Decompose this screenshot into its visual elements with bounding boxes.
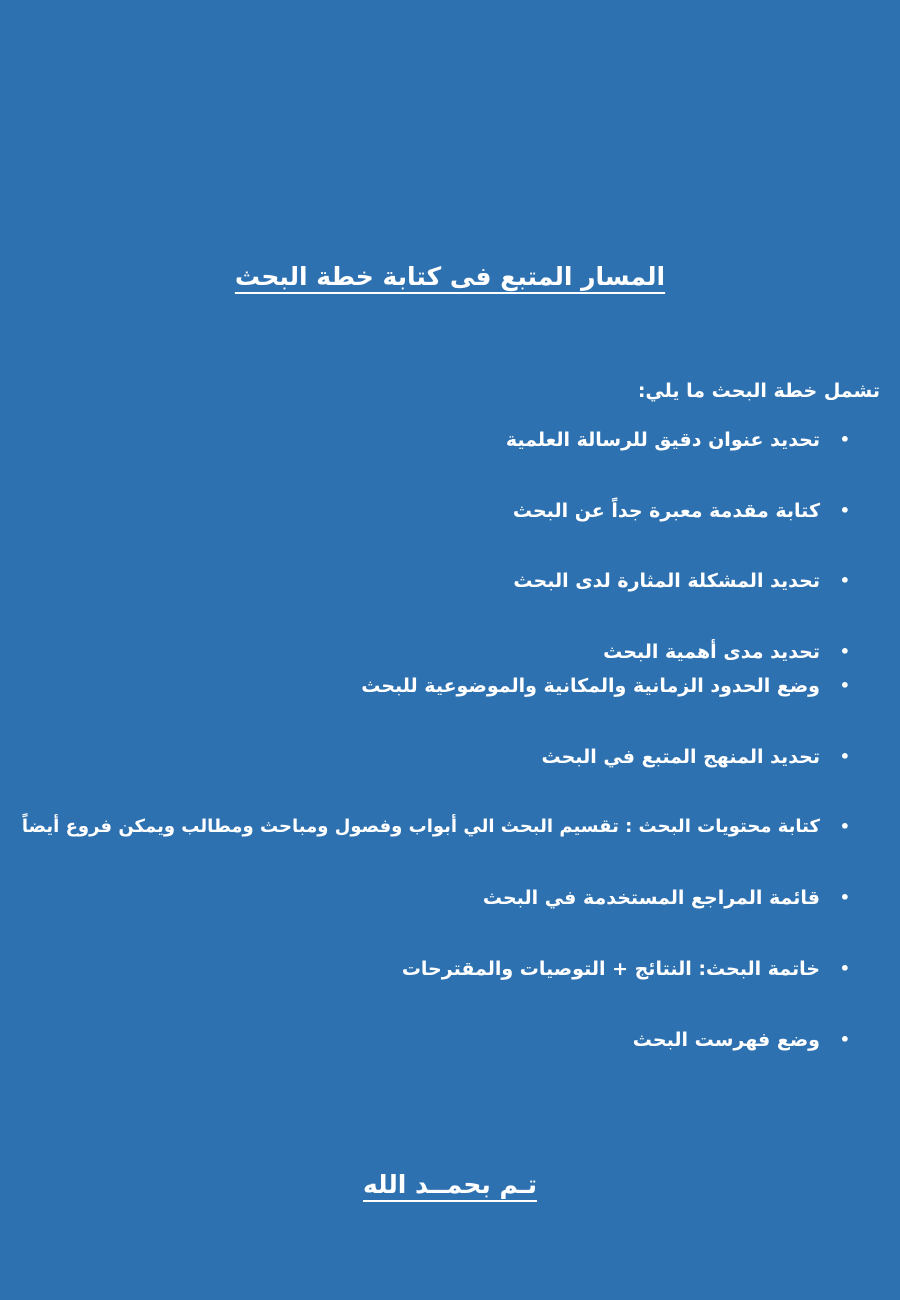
list-item-text: وضع فهرست البحث	[632, 1029, 820, 1051]
closing-text: تـم بحمــد الله	[363, 1170, 537, 1199]
list-item	[512, 499, 850, 523]
list-item-text: وضع الحدود الزمانية والمكانية والموضوعية للبحث	[361, 675, 820, 697]
bullet-icon: •	[839, 571, 850, 590]
list-item-text: قائمة المراجع المستخدمة في البحث	[482, 887, 820, 909]
list-item	[401, 957, 850, 981]
list-item-text: خاتمة البحث: النتائج + التوصيات والمقترحات	[401, 958, 820, 980]
bullet-icon: •	[839, 959, 850, 978]
list-item	[632, 1028, 850, 1052]
bullet-icon: •	[839, 817, 850, 836]
bullet-icon: •	[839, 642, 850, 661]
list-item	[603, 640, 850, 664]
bullet-icon: •	[839, 501, 850, 520]
list-item	[513, 569, 850, 593]
list-item-text: تحديد المنهج المتبع في البحث	[541, 746, 820, 768]
bullet-icon: •	[839, 676, 850, 695]
bullet-icon: •	[839, 1030, 850, 1049]
list-item-text: تحديد عنوان دقيق للرسالة العلمية	[505, 429, 820, 451]
document-title-text: المسار المتبع فى كتابة خطة البحث	[234, 262, 666, 291]
bullet-icon: •	[839, 888, 850, 907]
list-item	[21, 815, 850, 839]
list-item-text: كتابة مقدمة معبرة جداً عن البحث	[512, 500, 820, 522]
list-item	[361, 674, 850, 698]
list-item	[505, 428, 850, 452]
bullet-icon: •	[839, 430, 850, 449]
list-item-text: كتابة محتويات البحث : تقسيم البحث الي أبواب وفصول ومباحث ومطالب ويمكن فروع أيضاً	[21, 816, 820, 837]
list-item	[482, 886, 850, 910]
bullet-icon: •	[839, 747, 850, 766]
list-item-text: تحديد المشكلة المثارة لدى البحث	[513, 570, 820, 592]
closing-line	[0, 1170, 900, 1199]
list-item	[541, 745, 850, 769]
document-title	[0, 262, 900, 291]
list-item-text: تحديد مدى أهمية البحث	[603, 641, 820, 663]
intro-text: تشمل خطة البحث ما يلي:	[637, 380, 880, 402]
